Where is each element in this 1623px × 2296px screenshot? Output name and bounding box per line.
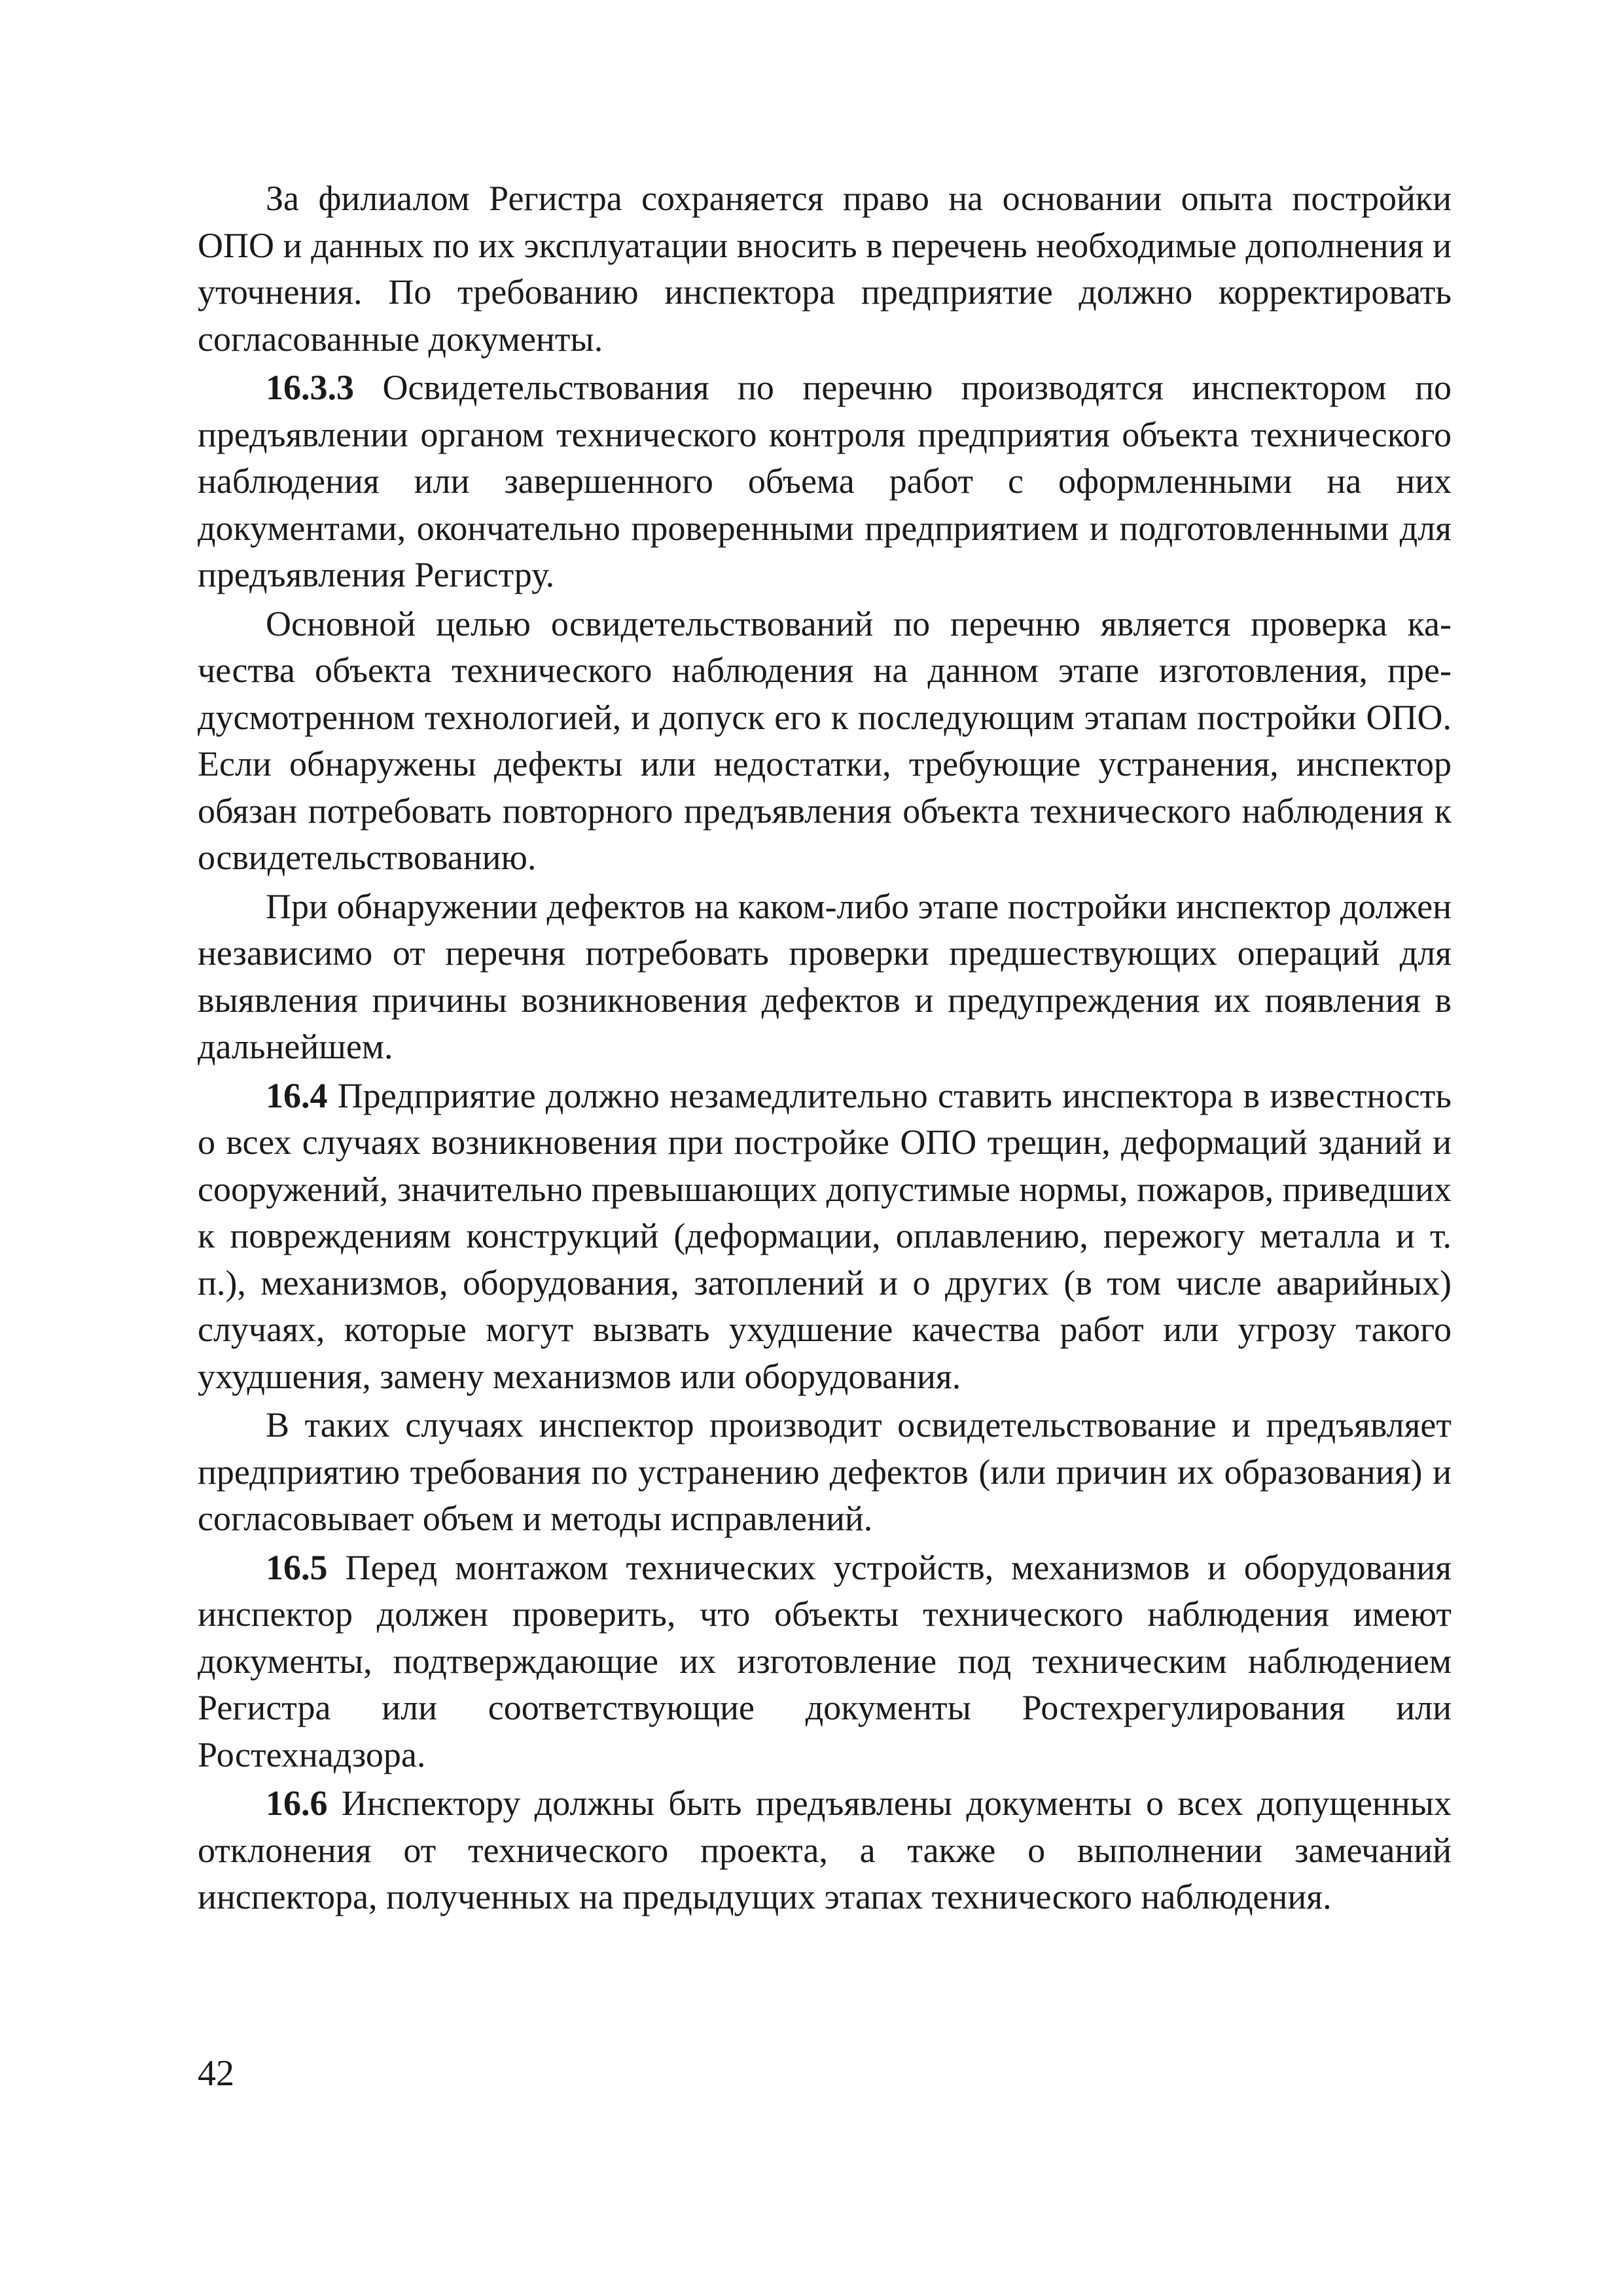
section-number: 16.6 bbox=[266, 1784, 328, 1823]
paragraph-text: Инспектору должны быть предъявлены документы о всех допущенных отклонения от технического проекта, а также о выполнении замечаний инспектора, полученных на предыдущих этапах технического наблюдения. bbox=[198, 1784, 1452, 1916]
section-number: 16.5 bbox=[266, 1547, 328, 1587]
paragraph-text: Основной целью освидетельствований по перечню является проверка качества объекта технического наблюдения на данном этапе изготовления, предусмотренном технологией, и допуск его к последующим этапам постройки ОПО. Если обнаружены дефекты или недостатки, требующие устранения, инспектор обязан потребовать повторного предъявления объекта технического наблюдения к освидетельствованию. bbox=[198, 603, 1452, 877]
paragraph-16-6 bbox=[198, 1780, 1452, 1921]
paragraph-3 bbox=[198, 601, 1452, 882]
paragraph-text: Предприятие должно незамедлительно ставить инспектора в известность о всех случаях возникновения при постройке ОПО трещин, деформаций зданий и сооружений, значительно превышающих допустимые нормы, пожаров, приведших к повреждениям конструкций (деформации, оплавлению, пережогу металла и т. п.), механизмов, оборудования, затоплений и о других (в том числе аварийных) случаях, которые могут вызвать ухудшение качества работ или угрозу такого ухудшения, замену механизмов или оборудования. bbox=[198, 1075, 1452, 1396]
paragraph-text: За филиалом Регистра сохраняется право на основании опыта постройки ОПО и данных по их эксплуатации вносить в перечень необходимые дополнения и уточнения. По требованию инспектора предприятие должно корректировать согласованные документы. bbox=[198, 179, 1452, 359]
paragraph-text: В таких случаях инспектор производит освидетельствование и предъявляет предприятию требования по устранению дефектов (или причин их образования) и согласовывает объем и методы исправлений. bbox=[198, 1405, 1452, 1538]
paragraph-16-5 bbox=[198, 1545, 1452, 1779]
paragraph-6 bbox=[198, 1402, 1452, 1543]
paragraph-text: При обнаружении дефектов на каком-либо этапе постройки инспектор должен независимо от перечня потребовать проверки предшествующих операций для выявления причины возникновения дефектов и предупреждения их появления в дальнейшем. bbox=[198, 886, 1452, 1066]
section-number: 16.4 bbox=[266, 1075, 328, 1115]
paragraph-16-4 bbox=[198, 1073, 1452, 1401]
paragraph-16-3-3 bbox=[198, 365, 1452, 599]
section-number: 16.3.3 bbox=[266, 368, 354, 407]
page-number: 42 bbox=[198, 2053, 234, 2094]
body-text bbox=[198, 175, 1452, 1923]
paragraph-1 bbox=[198, 175, 1452, 363]
paragraph-4 bbox=[198, 884, 1452, 1071]
paragraph-text: Освидетельствования по перечню производятся инспектором по предъявлении органом технического контроля предприятия объекта технического наблюдения или завершенного объема работ с оформленными на них документами, окончательно проверенными предприятием и подготовленными для предъявления Регистру. bbox=[198, 368, 1452, 594]
paragraph-text: Перед монтажом технических устройств, механизмов и оборудования инспектор должен проверить, что объекты технического наблюдения имеют документы, подтверждающие их изготовление под техническим наблюдением Регистра или соответствующие документы Ростехрегулирования или Ростехнадзора. bbox=[198, 1547, 1452, 1774]
